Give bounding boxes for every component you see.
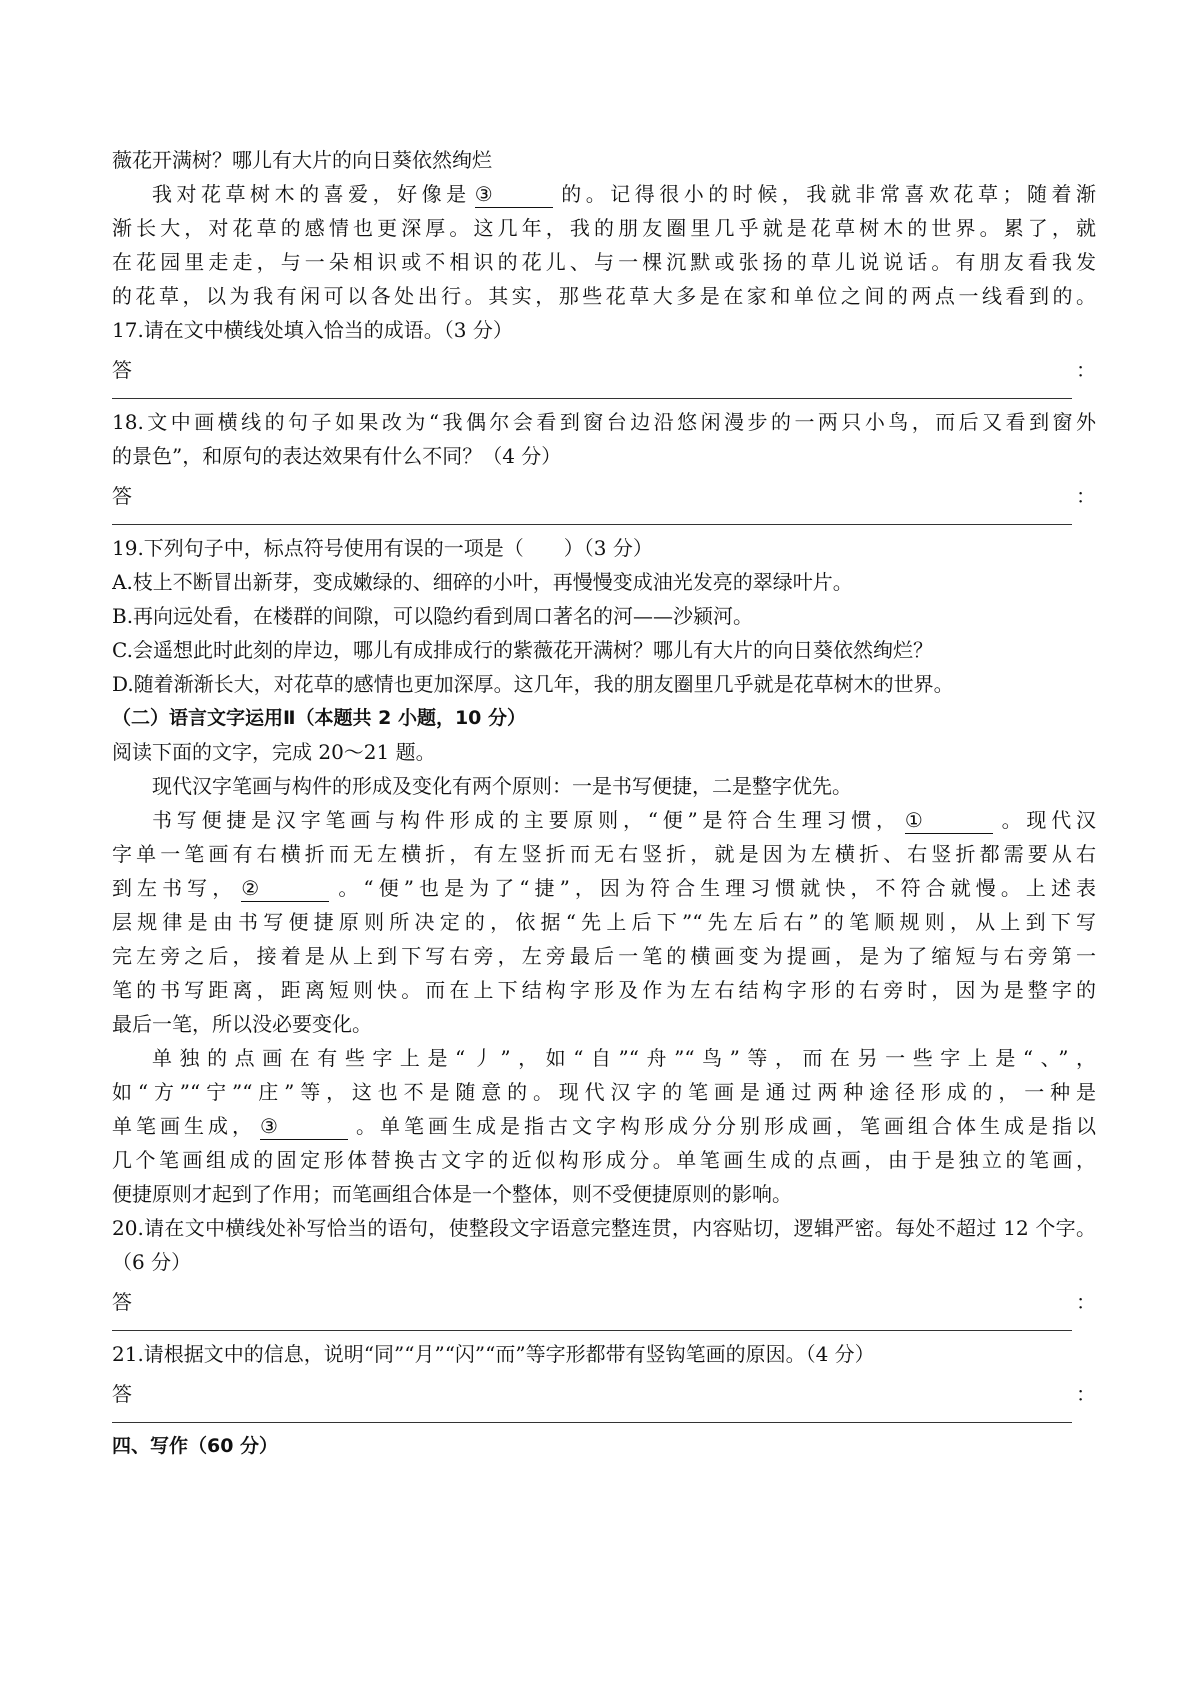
question-21: 21.请根据文中的信息，说明“同”“月”“闪”“而”等字形都带有竖钩笔画的原因。（4 分） — [112, 1342, 875, 1366]
answer-label: 答 — [112, 1290, 132, 1314]
question-17: 17.请在文中横线处填入恰当的成语。（3 分） — [112, 318, 513, 342]
passage-line: 单独的点画在有些字上是“丿”，如“自”“舟”“鸟”等，而在另一些字上是“、”， — [152, 1046, 1096, 1070]
passage-line: 字单一笔画有右横折而无左横折，有左竖折而无右竖折，就是因为左横折、右竖折都需要从右 — [112, 842, 1096, 866]
question-19: 19.下列句子中，标点符号使用有误的一项是（ ）（3 分） — [112, 536, 653, 560]
passage-line: 几个笔画组成的固定形体替换古文字的近似构形成分。单笔画生成的点画，由于是独立的笔画， — [112, 1148, 1096, 1172]
section-heading-writing: 四、写作（60 分） — [112, 1435, 279, 1457]
option-c[interactable]: C.会遥想此时此刻的岸边，哪儿有成排成行的紫薇花开满树？哪儿有大片的向日葵依然绚烂？ — [112, 638, 933, 662]
page-content — [112, 143, 1096, 1463]
passage-line: 的花草，以为我有闲可以各处出行。其实，那些花草大多是在家和单位之间的两点一线看到的。 — [112, 284, 1096, 308]
answer-line — [112, 1422, 1072, 1423]
option-a[interactable]: A.枝上不断冒出新芽，变成嫩绿的、细碎的小叶，再慢慢变成油光发亮的翠绿叶片。 — [112, 570, 853, 594]
question-20-cont: （6 分） — [112, 1250, 192, 1274]
passage-line: 便捷原则才起到了作用；而笔画组合体是一个整体，则不受便捷原则的影响。 — [112, 1182, 792, 1206]
passage-line: 现代汉字笔画与构件的形成及变化有两个原则：一是书写便捷，二是整字优先。 — [152, 774, 852, 798]
fill-blank-3[interactable]: ③ — [475, 181, 553, 208]
passage-line: 书写便捷是汉字笔画与构件形成的主要原则，“便”是符合生理习惯， ① 。现代汉 — [152, 808, 1096, 832]
answer-label: 答 — [112, 1382, 132, 1406]
passage-line: 完左旁之后，接着是从上到下写右旁，左旁最后一笔的横画变为提画，是为了缩短与右旁第一 — [112, 944, 1096, 968]
question-18: 18.文中画横线的句子如果改为“我偶尔会看到窗台边沿悠闲漫步的一两只小鸟，而后又看到窗外 — [112, 410, 1096, 434]
answer-label: 答 — [112, 484, 132, 508]
passage-line: 到左书写， ② 。“便”也是为了“捷”，因为符合生理习惯就快，不符合就慢。上述表 — [112, 876, 1096, 900]
answer-colon: ： — [1076, 484, 1096, 508]
answer-area-21[interactable] — [112, 1371, 1096, 1429]
passage-line: 在花园里走走，与一朵相识或不相识的花儿、与一棵沉默或张扬的草儿说说话。有朋友看我发 — [112, 250, 1096, 274]
passage-line: 单笔画生成， ③ 。单笔画生成是指古文字构形成分分别形成画，笔画组合体生成是指以 — [112, 1114, 1096, 1138]
question-18-cont: 的景色”，和原句的表达效果有什么不同？（4 分） — [112, 444, 562, 468]
passage-line: 薇花开满树？哪儿有大片的向日葵依然绚烂 — [112, 148, 492, 172]
fill-blank-2[interactable]: ② — [241, 875, 329, 902]
question-20: 20.请在文中横线处补写恰当的语句，使整段文字语意完整连贯，内容贴切，逻辑严密。每处不超过 12 个字。 — [112, 1216, 1096, 1240]
answer-area-18[interactable] — [112, 473, 1096, 531]
passage-line: 我对花草树木的喜爱，好像是 ③ 的。记得很小的时候，我就非常喜欢花草；随着渐 — [152, 182, 1096, 206]
answer-colon: ： — [1076, 1290, 1096, 1314]
fill-blank-1[interactable]: ① — [905, 807, 993, 834]
fill-blank-3[interactable]: ③ — [260, 1113, 348, 1140]
answer-area-17[interactable] — [112, 347, 1096, 405]
passage-line: 渐长大，对花草的感情也更深厚。这几年，我的朋友圈里几乎就是花草树木的世界。累了，就 — [112, 216, 1096, 240]
passage-line: 笔的书写距离，距离短则快。而在上下结构字形及作为左右结构字形的右旁时，因为是整字的 — [112, 978, 1096, 1002]
answer-colon: ： — [1076, 1382, 1096, 1406]
passage-line: 如“方”“宁”“庄”等，这也不是随意的。现代汉字的笔画是通过两种途径形成的，一种是 — [112, 1080, 1096, 1104]
answer-label: 答 — [112, 358, 132, 382]
answer-line — [112, 1330, 1072, 1331]
answer-colon: ： — [1076, 358, 1096, 382]
section-intro: 阅读下面的文字，完成 20～21 题。 — [112, 740, 436, 764]
answer-line — [112, 524, 1072, 525]
answer-area-20[interactable] — [112, 1279, 1096, 1337]
option-d[interactable]: D.随着渐渐长大，对花草的感情也更加深厚。这几年，我的朋友圈里几乎就是花草树木的世界。 — [112, 672, 954, 696]
section-heading: （二）语言文字运用Ⅱ（本题共 2 小题，10 分） — [112, 707, 527, 729]
option-b[interactable]: B.再向远处看，在楼群的间隙，可以隐约看到周口著名的河——沙颍河。 — [112, 604, 754, 628]
passage-line: 层规律是由书写便捷原则所决定的，依据“先上后下”“先左后右”的笔顺规则，从上到下写 — [112, 910, 1096, 934]
answer-line — [112, 398, 1072, 399]
passage-line: 最后一笔，所以没必要变化。 — [112, 1012, 372, 1036]
